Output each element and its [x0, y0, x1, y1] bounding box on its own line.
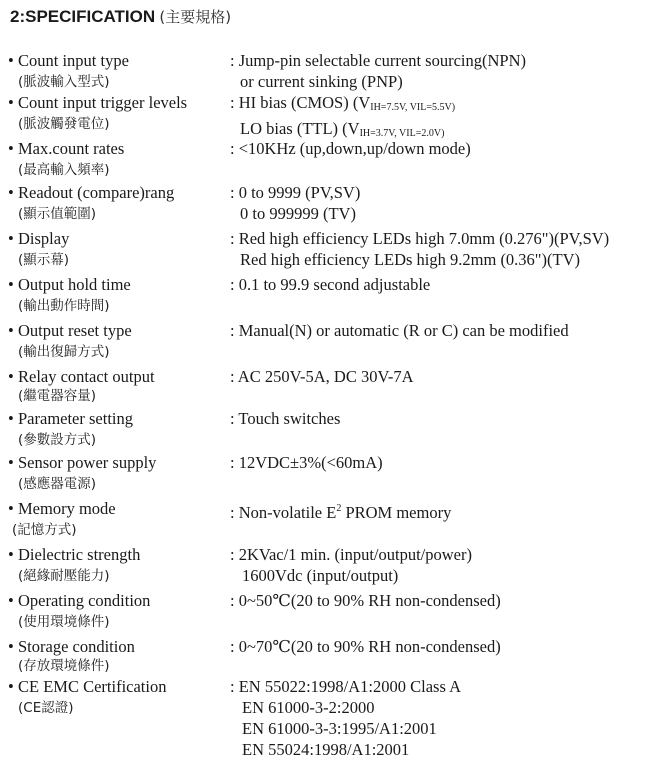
- title-chinese: (主要規格): [159, 8, 232, 26]
- spec-name-cn: (顯示幕): [18, 252, 70, 268]
- spec-name-cn: (輸出復歸方式): [18, 344, 110, 360]
- spec-value: : EN 55022:1998/A1:2000 Class A: [230, 677, 462, 696]
- spec-name: • Memory mode: [8, 499, 116, 518]
- spec-value: EN 55024:1998/A1:2001: [242, 740, 410, 759]
- spec-value: : 2KVac/1 min. (input/output/power): [230, 545, 472, 564]
- spec-name: • Readout (compare)rang: [8, 183, 175, 202]
- spec-name: • Output reset type: [8, 321, 132, 340]
- spec-name-cn: (顯示值範圍): [18, 206, 97, 222]
- spec-value: : 0.1 to 99.9 second adjustable: [230, 275, 431, 294]
- spec-value: : AC 250V-5A, DC 30V-7A: [230, 367, 414, 386]
- spec-value: : Jump-pin selectable current sourcing(NPN): [230, 51, 527, 70]
- spec-name: • Count input trigger levels: [8, 93, 188, 112]
- spec-name-cn: (絕緣耐壓能力): [18, 568, 110, 584]
- spec-value: : 0 to 9999 (PV,SV): [230, 183, 361, 202]
- spec-name: • Parameter setting: [8, 409, 134, 428]
- spec-value: : Red high efficiency LEDs high 7.0mm (0.276")(PV,SV): [230, 229, 610, 248]
- spec-value: : Touch switches: [230, 409, 341, 428]
- spec-name-cn: (最高輸入頻率): [18, 162, 110, 178]
- spec-value: EN 61000-3-2:2000: [242, 698, 375, 717]
- section-title: [10, 7, 231, 27]
- spec-value: 0 to 999999 (TV): [240, 204, 356, 223]
- spec-name: • Max.count rates: [8, 139, 125, 158]
- spec-value: or current sinking (PNP): [240, 72, 403, 91]
- spec-value: : HI bias (CMOS) ($V_{IH=7.5V, VIL=5.5V)}$: [230, 93, 456, 113]
- spec-value: EN 61000-3-3:1995/A1:2001: [242, 719, 437, 738]
- spec-value: : <10KHz (up,down,up/down mode): [230, 139, 471, 158]
- spec-value: : 0~70℃(20 to 90% RH non-condensed): [230, 637, 501, 656]
- spec-name: • Display: [8, 229, 70, 248]
- spec-name-cn: (輸出動作時間): [18, 298, 110, 314]
- spec-name: • Relay contact output: [8, 367, 155, 386]
- spec-name: • Dielectric strength: [8, 545, 141, 564]
- spec-value: LO bias (TTL) ($V_{IH=3.7V, VIL=2.0V)}$: [240, 119, 445, 139]
- spec-value: : Manual(N) or automatic (R or C) can be modified: [230, 321, 569, 340]
- spec-value: : 0~50℃(20 to 90% RH non-condensed): [230, 591, 501, 610]
- spec-name-cn: (記憶方式): [12, 522, 77, 538]
- spec-name-cn: (CE認證): [18, 700, 74, 716]
- spec-name-cn: (脈波輸入型式): [18, 74, 110, 90]
- spec-name: • Count input type: [8, 51, 129, 70]
- spec-name-cn: (脈波觸發電位): [18, 116, 110, 132]
- spec-name: • Storage condition: [8, 637, 135, 656]
- spec-name: • Operating condition: [8, 591, 151, 610]
- spec-value: : 12VDC±3%(<60mA): [230, 453, 383, 472]
- spec-name-cn: (使用環境條件): [18, 614, 110, 630]
- spec-value: Red high efficiency LEDs high 9.2mm (0.36")(TV): [240, 250, 581, 269]
- spec-name: • Sensor power supply: [8, 453, 157, 472]
- spec-name-cn: (參數設方式): [18, 432, 97, 448]
- spec-value: 1600Vdc (input/output): [242, 566, 399, 585]
- spec-name: • Output hold time: [8, 275, 131, 294]
- spec-name-cn: (感應器電源): [18, 476, 97, 492]
- spec-name: • CE EMC Certification: [8, 677, 167, 696]
- spec-name-cn: (繼電器容量): [18, 388, 97, 404]
- spec-name-cn: (存放環境條件): [18, 658, 110, 674]
- title-english: 2:SPECIFICATION: [10, 7, 156, 26]
- spec-value: : Non-volatile $E^2$ PROM memory: [230, 503, 452, 522]
